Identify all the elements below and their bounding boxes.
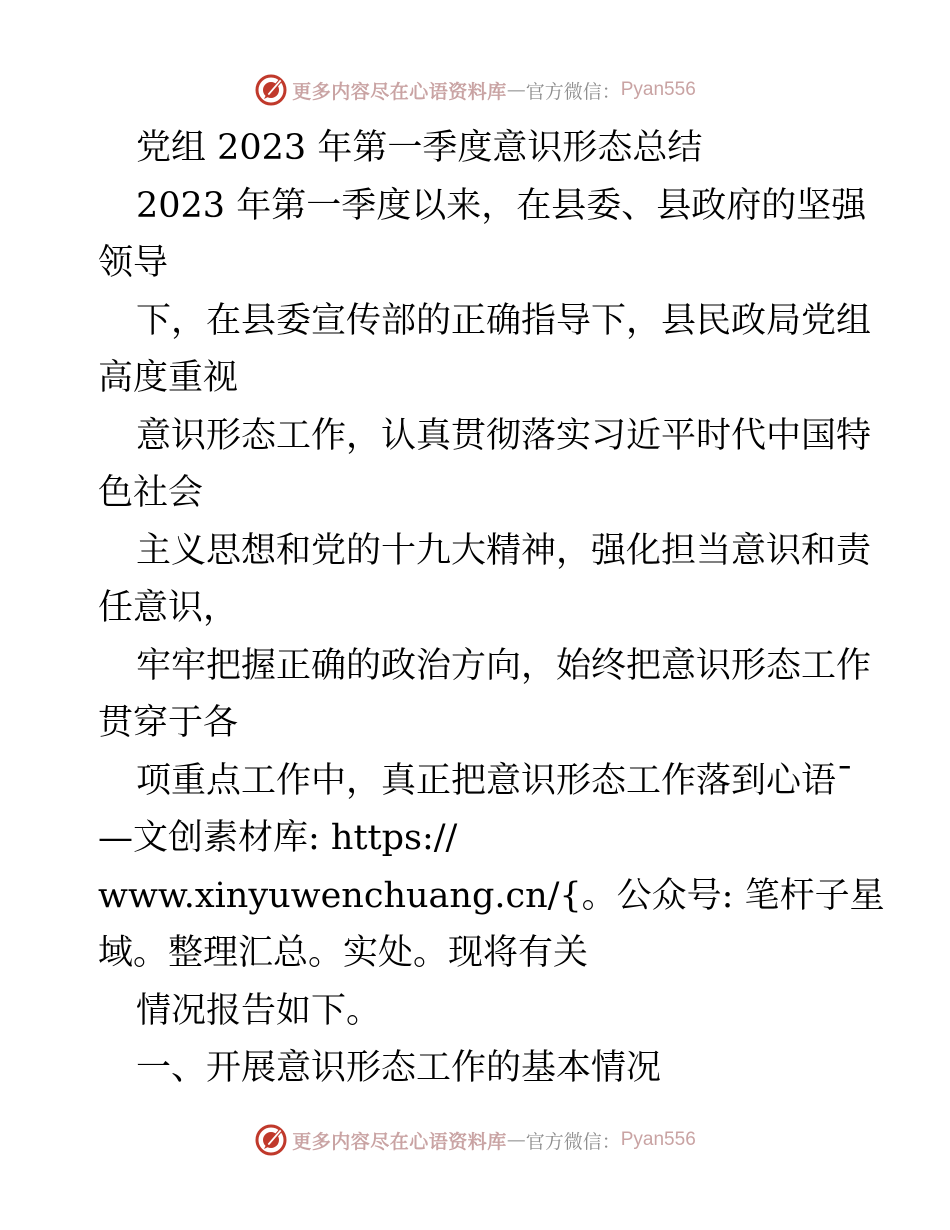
paragraph-line: 贯穿于各 [98, 703, 239, 743]
paragraph-line: 项重点工作中，真正把意识形态工作落到心语¯ [136, 760, 854, 801]
banner-main-text: 更多内容尽在心语资料库 [292, 1130, 507, 1153]
banner-wechat-id: Pyan556 [620, 1129, 696, 1150]
banner-dash: — [506, 1129, 526, 1151]
paragraph-line: 下，在县委宣传部的正确指导下，县民政局党组 [136, 300, 872, 341]
banner-wechat-id: Pyan556 [620, 79, 696, 100]
paragraph-line: 任意识， [98, 588, 239, 628]
paragraph-line: 域。整理汇总。实处。现将有关 [98, 933, 589, 973]
banner-main-text: 更多内容尽在心语资料库 [292, 80, 507, 103]
xinyu-logo-icon [254, 73, 288, 107]
paragraph-line: 牢牢把握正确的政治方向，始终把意识形态工作 [136, 645, 872, 686]
banner-official-label: 官方微信： [525, 80, 621, 103]
footer-banner [0, 1120, 950, 1160]
section-heading: 一、开展意识形态工作的基本情况 [136, 1048, 662, 1088]
paragraph-line: 高度重视 [98, 358, 239, 398]
paragraph-line: 色社会 [98, 473, 204, 513]
paragraph-line: 情况报告如下。 [136, 990, 382, 1031]
document-title: 党组 2023 年第一季度意识形态总结 [136, 128, 703, 168]
xinyu-logo-icon [254, 1123, 288, 1157]
paragraph-line: 主义思想和党的十九大精神，强化担当意识和责 [136, 530, 872, 571]
document-body [98, 120, 885, 1098]
banner-official-label: 官方微信： [525, 1130, 621, 1153]
paragraph-line: —文创素材库: https:// [98, 818, 458, 858]
paragraph-line: www.xinyuwenchuang.cn/{。公众号: 笔杆子星 [98, 875, 885, 916]
paragraph-line: 2023 年第一季度以来，在县委、县政府的坚强 [136, 185, 867, 226]
banner-dash: — [506, 79, 526, 101]
header-banner [0, 70, 950, 110]
paragraph-line: 意识形态工作，认真贯彻落实习近平时代中国特 [136, 415, 872, 456]
paragraph-line: 领导 [98, 243, 169, 283]
